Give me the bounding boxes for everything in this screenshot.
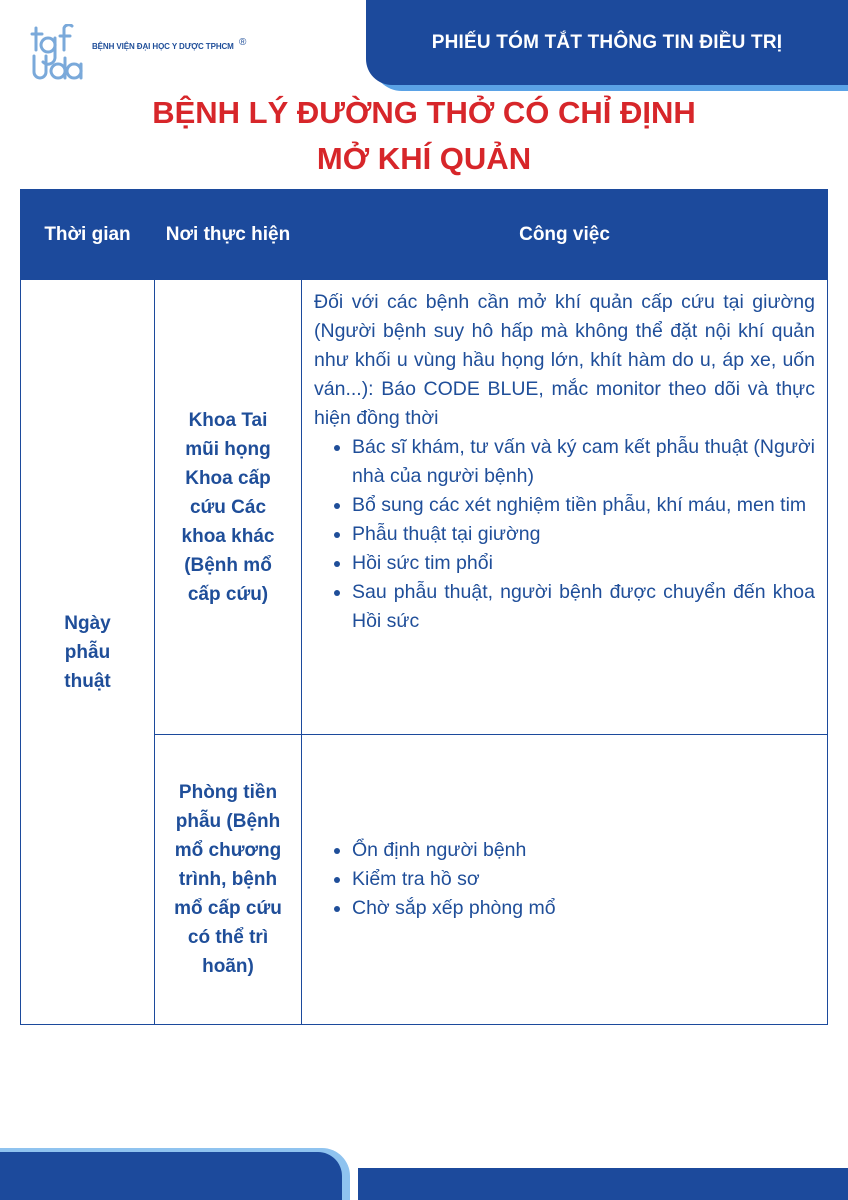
work-intro: Đối với các bệnh cần mở khí quản cấp cứu tại giường (Người bệnh suy hô hấp mà không thể đặt nội khí quản như khối u vùng hầu họng lớn, khít hàm do u, áp xe, uốn ván...): Báo CODE BLUE, mắc monitor theo dõi và thực hiện đồng thời <box>314 291 815 429</box>
table-header-row <box>21 190 828 280</box>
place-cell <box>155 735 302 1025</box>
work-cell <box>302 735 828 1025</box>
place-label: Phòng tiền phẫu (Bệnh mổ chương trình, bệnh mổ cấp cứu có thể trì hoãn) <box>174 782 282 977</box>
registered-mark: ® <box>239 37 247 48</box>
list-item: • Hồi sức tim phổi <box>352 549 815 578</box>
header-work: Công việc <box>302 190 828 280</box>
table-row <box>21 280 828 735</box>
list-item: • Kiểm tra hồ sơ <box>352 865 815 894</box>
banner-title: PHIẾU TÓM TẮT THÔNG TIN ĐIỀU TRỊ <box>431 31 783 53</box>
list-item: • Phẫu thuật tại giường <box>352 520 815 549</box>
work-cell <box>302 280 828 735</box>
footer-band-left <box>0 1152 342 1200</box>
title-line-2: MỞ KHÍ QUẢN <box>316 141 532 176</box>
hospital-logo-icon <box>30 24 86 80</box>
place-cell <box>155 280 302 735</box>
treatment-table <box>20 189 828 1025</box>
footer-band-right <box>358 1168 848 1200</box>
work-list <box>314 433 815 636</box>
list-item: • Ổn định người bệnh <box>352 836 815 865</box>
header-place: Nơi thực hiện <box>155 190 302 280</box>
place-label: Khoa Tai mũi họng Khoa cấp cứu Các khoa khác (Bệnh mổ cấp cứu) <box>181 409 275 605</box>
list-item: • Sau phẫu thuật, người bệnh được chuyển đến khoa Hồi sức <box>352 578 815 636</box>
page-title <box>0 90 848 182</box>
work-list <box>314 836 815 923</box>
list-item: • Bác sĩ khám, tư vấn và ký cam kết phẫu thuật (Người nhà của người bệnh) <box>352 433 815 491</box>
list-item: • Bổ sung các xét nghiệm tiền phẫu, khí máu, men tim <box>352 491 815 520</box>
time-cell <box>21 280 155 1025</box>
header-time: Thời gian <box>21 190 155 280</box>
time-label: Ngày phẫu thuật <box>64 612 111 692</box>
list-item: • Chờ sắp xếp phòng mổ <box>352 894 815 923</box>
logo-text: BỆNH VIỆN ĐẠI HỌC Y DƯỢC TPHCM <box>92 42 234 51</box>
title-line-1: BỆNH LÝ ĐƯỜNG THỞ CÓ CHỈ ĐỊNH <box>152 95 696 130</box>
